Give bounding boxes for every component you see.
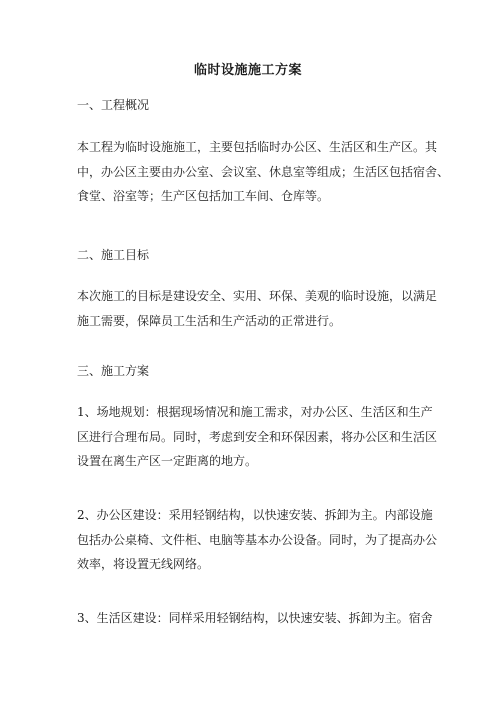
document-title: 临时设施施工方案 xyxy=(193,63,302,78)
paragraph-line: 包括办公桌椅、文件柜、电脑等基本办公设备。同时，为了提高办公 xyxy=(77,532,438,547)
paragraph-site-planning xyxy=(77,400,438,474)
paragraph-line: 2、办公区建设：采用轻钢结构，以快速安装、拆卸为主。内部设施 xyxy=(77,508,433,522)
paragraph-line: 食堂、浴室等；生产区包括加工车间、仓库等。 xyxy=(77,189,330,203)
paragraph-line: 本次施工的目标是建设安全、实用、环保、美观的临时设施，以满足 xyxy=(77,289,438,303)
paragraph-line: 设置在离生产区一定距离的地方。 xyxy=(77,454,258,468)
paragraph-line: 3、生活区建设：同样采用轻钢结构，以快速安装、拆卸为主。宿舍 xyxy=(77,611,433,625)
paragraph-line: 区进行合理布局。同时，考虑到安全和环保因素，将办公区和生活区 xyxy=(77,429,438,444)
paragraph-living-construction xyxy=(77,606,433,631)
paragraph-line: 1、场地规划：根据现场情况和施工需求，对办公区、生活区和生产 xyxy=(77,405,433,419)
section-heading-goals: 二、施工目标 xyxy=(77,248,150,262)
paragraph-office-construction xyxy=(77,503,438,577)
paragraph-overview xyxy=(77,135,450,209)
paragraph-line: 本工程为临时设施施工，主要包括临时办公区、生活区和生产区。其 xyxy=(77,140,438,154)
section-heading-plan: 三、施工方案 xyxy=(77,364,150,378)
paragraph-line: 施工需要，保障员工生活和生产活动的正常进行。 xyxy=(77,313,342,328)
section-heading-overview: 一、工程概况 xyxy=(77,98,150,112)
paragraph-line: 效率，将设置无线网络。 xyxy=(77,557,210,571)
paragraph-line: 中，办公区主要由办公室、会议室、休息室等组成；生活区包括宿舍、 xyxy=(77,164,450,179)
paragraph-goals xyxy=(77,284,438,333)
